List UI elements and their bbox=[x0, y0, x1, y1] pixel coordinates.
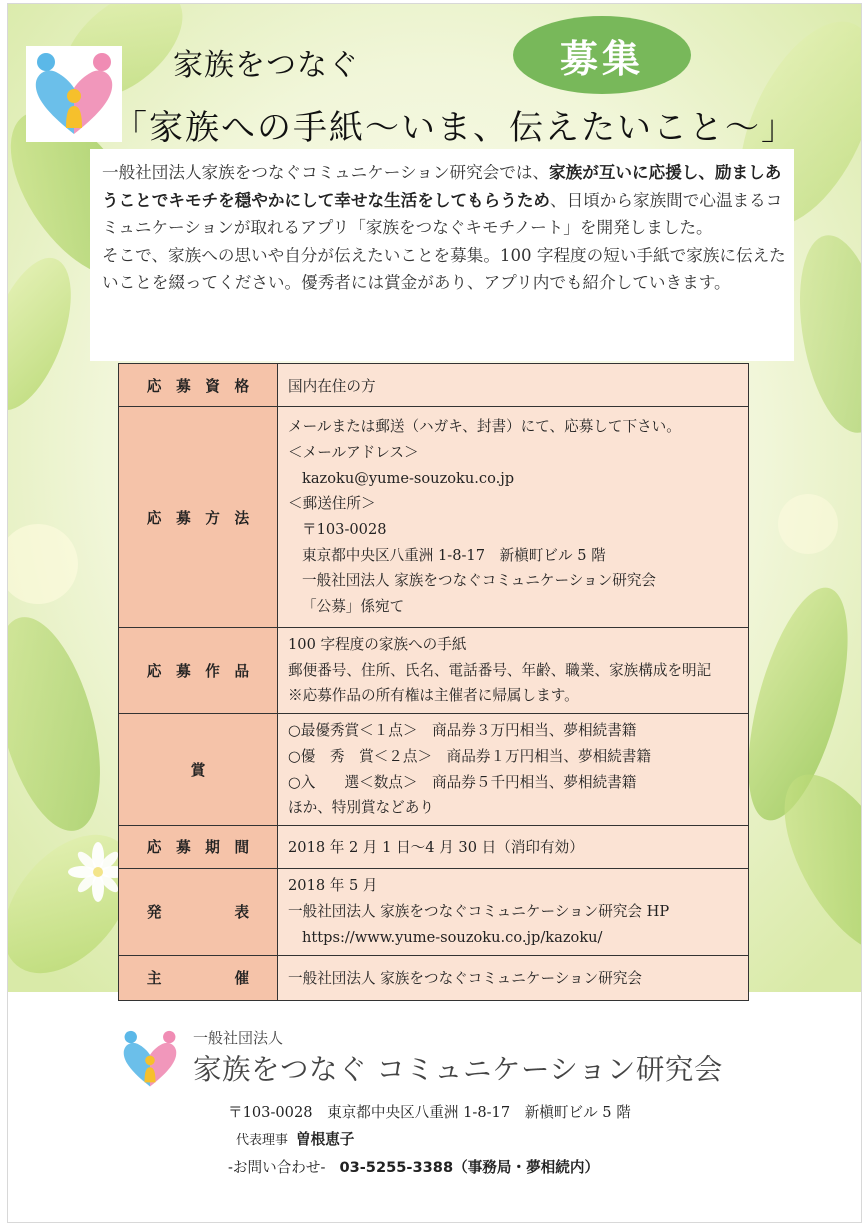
page-title: 「家族への手紙～いま、伝えたいこと～」 bbox=[113, 108, 797, 148]
label-eligibility: 応 募 資 格 bbox=[119, 364, 278, 407]
value-prize bbox=[278, 714, 749, 826]
intro-p1-c: 、日頃から家族間で心温まるコミュニケーションが取れるアプリ「家族をつなぐキモチノート」を開発しました。 bbox=[102, 190, 783, 238]
postal-recipient: 一般社団法人 家族をつなぐコミュニケーション研究会 bbox=[302, 572, 657, 590]
row-eligibility bbox=[119, 364, 749, 407]
prize-line: ○最優秀賞＜１点＞ 商品券３万円相当、夢相続書籍 bbox=[288, 722, 637, 740]
works-line: ※応募作品の所有権は主催者に帰属します。 bbox=[288, 687, 579, 705]
works-line: 郵便番号、住所、氏名、電話番号、年齢、職業、家族構成を明記 bbox=[288, 661, 712, 679]
flyer-page bbox=[7, 3, 862, 1223]
label-method: 応 募 方 法 bbox=[119, 407, 278, 628]
method-line: メールまたは郵送（ハガキ、封書）にて、応募して下さい。 bbox=[288, 418, 681, 436]
row-works bbox=[119, 628, 749, 714]
footer-representative bbox=[236, 1128, 354, 1149]
footer-org-type: 一般社団法人 bbox=[193, 1029, 284, 1047]
announce-line: 一般社団法人 家族をつなぐコミュニケーション研究会 HP bbox=[288, 903, 670, 921]
row-period bbox=[119, 825, 749, 868]
value-eligibility: 国内在住の方 bbox=[278, 364, 749, 407]
method-line: ＜郵送住所＞ bbox=[288, 495, 376, 513]
value-period: 2018 年 2 月 1 日～4 月 30 日（消印有効） bbox=[278, 825, 749, 868]
label-works: 応 募 作 品 bbox=[119, 628, 278, 714]
recruitment-badge: 募集 bbox=[513, 16, 691, 94]
postal-attention: 「公募」係宛て bbox=[302, 598, 405, 616]
prize-line: ○入 選＜数点＞ 商品券５千円相当、夢相続書籍 bbox=[288, 773, 637, 791]
postal-address: 東京都中央区八重洲 1-8-17 新槇町ビル 5 階 bbox=[302, 546, 606, 564]
application-details-table bbox=[118, 363, 749, 1001]
family-heart-logo-icon bbox=[26, 46, 122, 142]
family-heart-logo-icon bbox=[116, 1026, 184, 1092]
row-host bbox=[119, 955, 749, 1000]
method-line: ＜メールアドレス＞ bbox=[288, 443, 419, 461]
prize-line: ○優 秀 賞＜２点＞ 商品券１万円相当、夢相続書籍 bbox=[288, 747, 651, 765]
footer-org-name: 家族をつなぐ コミュニケーション研究会 bbox=[193, 1053, 723, 1086]
value-method bbox=[278, 407, 749, 628]
row-announce bbox=[119, 868, 749, 955]
label-period: 応 募 期 間 bbox=[119, 825, 278, 868]
contact-phone[interactable]: 03-5255-3388（事務局・夢相続内） bbox=[339, 1159, 600, 1176]
rep-label: 代表理事 bbox=[236, 1133, 289, 1148]
intro-p1-b: 家族が互いに応援し、励ましあうことでキモチを穏やかにして幸せな生活をしてもらうため bbox=[102, 162, 782, 210]
row-prize bbox=[119, 714, 749, 826]
intro-p1-a: 一般社団法人家族をつなぐコミュニケーション研究会では、 bbox=[102, 163, 550, 182]
works-line: 100 字程度の家族への手紙 bbox=[288, 636, 467, 653]
footer-contact bbox=[228, 1156, 599, 1177]
postal-code: 〒103-0028 bbox=[302, 521, 387, 538]
headline: 家族をつなぐ bbox=[173, 48, 359, 83]
label-announce: 発 表 bbox=[119, 868, 278, 955]
announce-url[interactable]: https://www.yume-souzoku.co.jp/kazoku/ bbox=[302, 928, 603, 946]
announce-line: 2018 年 5 月 bbox=[288, 877, 378, 895]
value-works bbox=[278, 628, 749, 714]
value-host: 一般社団法人 家族をつなぐコミュニケーション研究会 bbox=[278, 955, 749, 1000]
top-logo bbox=[26, 46, 122, 142]
label-host: 主 催 bbox=[119, 955, 278, 1000]
contact-label: -お問い合わせ- bbox=[228, 1159, 326, 1176]
intro-text bbox=[90, 149, 794, 361]
email-address[interactable]: kazoku@yume-souzoku.co.jp bbox=[302, 469, 515, 487]
intro-p2: そこで、家族への思いや自分が伝えたいことを募集。100 字程度の短い手紙で家族に伝えたいことを綴ってください。優秀者には賞金があり、アプリ内でも紹介していきます。 bbox=[102, 245, 786, 293]
label-prize: 賞 bbox=[119, 714, 278, 826]
prize-line: ほか、特別賞などあり bbox=[288, 799, 434, 817]
value-announce bbox=[278, 868, 749, 955]
row-method bbox=[119, 407, 749, 628]
footer-address: 〒103-0028 東京都中央区八重洲 1-8-17 新槇町ビル 5 階 bbox=[228, 1104, 631, 1121]
rep-name: 曽根恵子 bbox=[296, 1131, 355, 1148]
